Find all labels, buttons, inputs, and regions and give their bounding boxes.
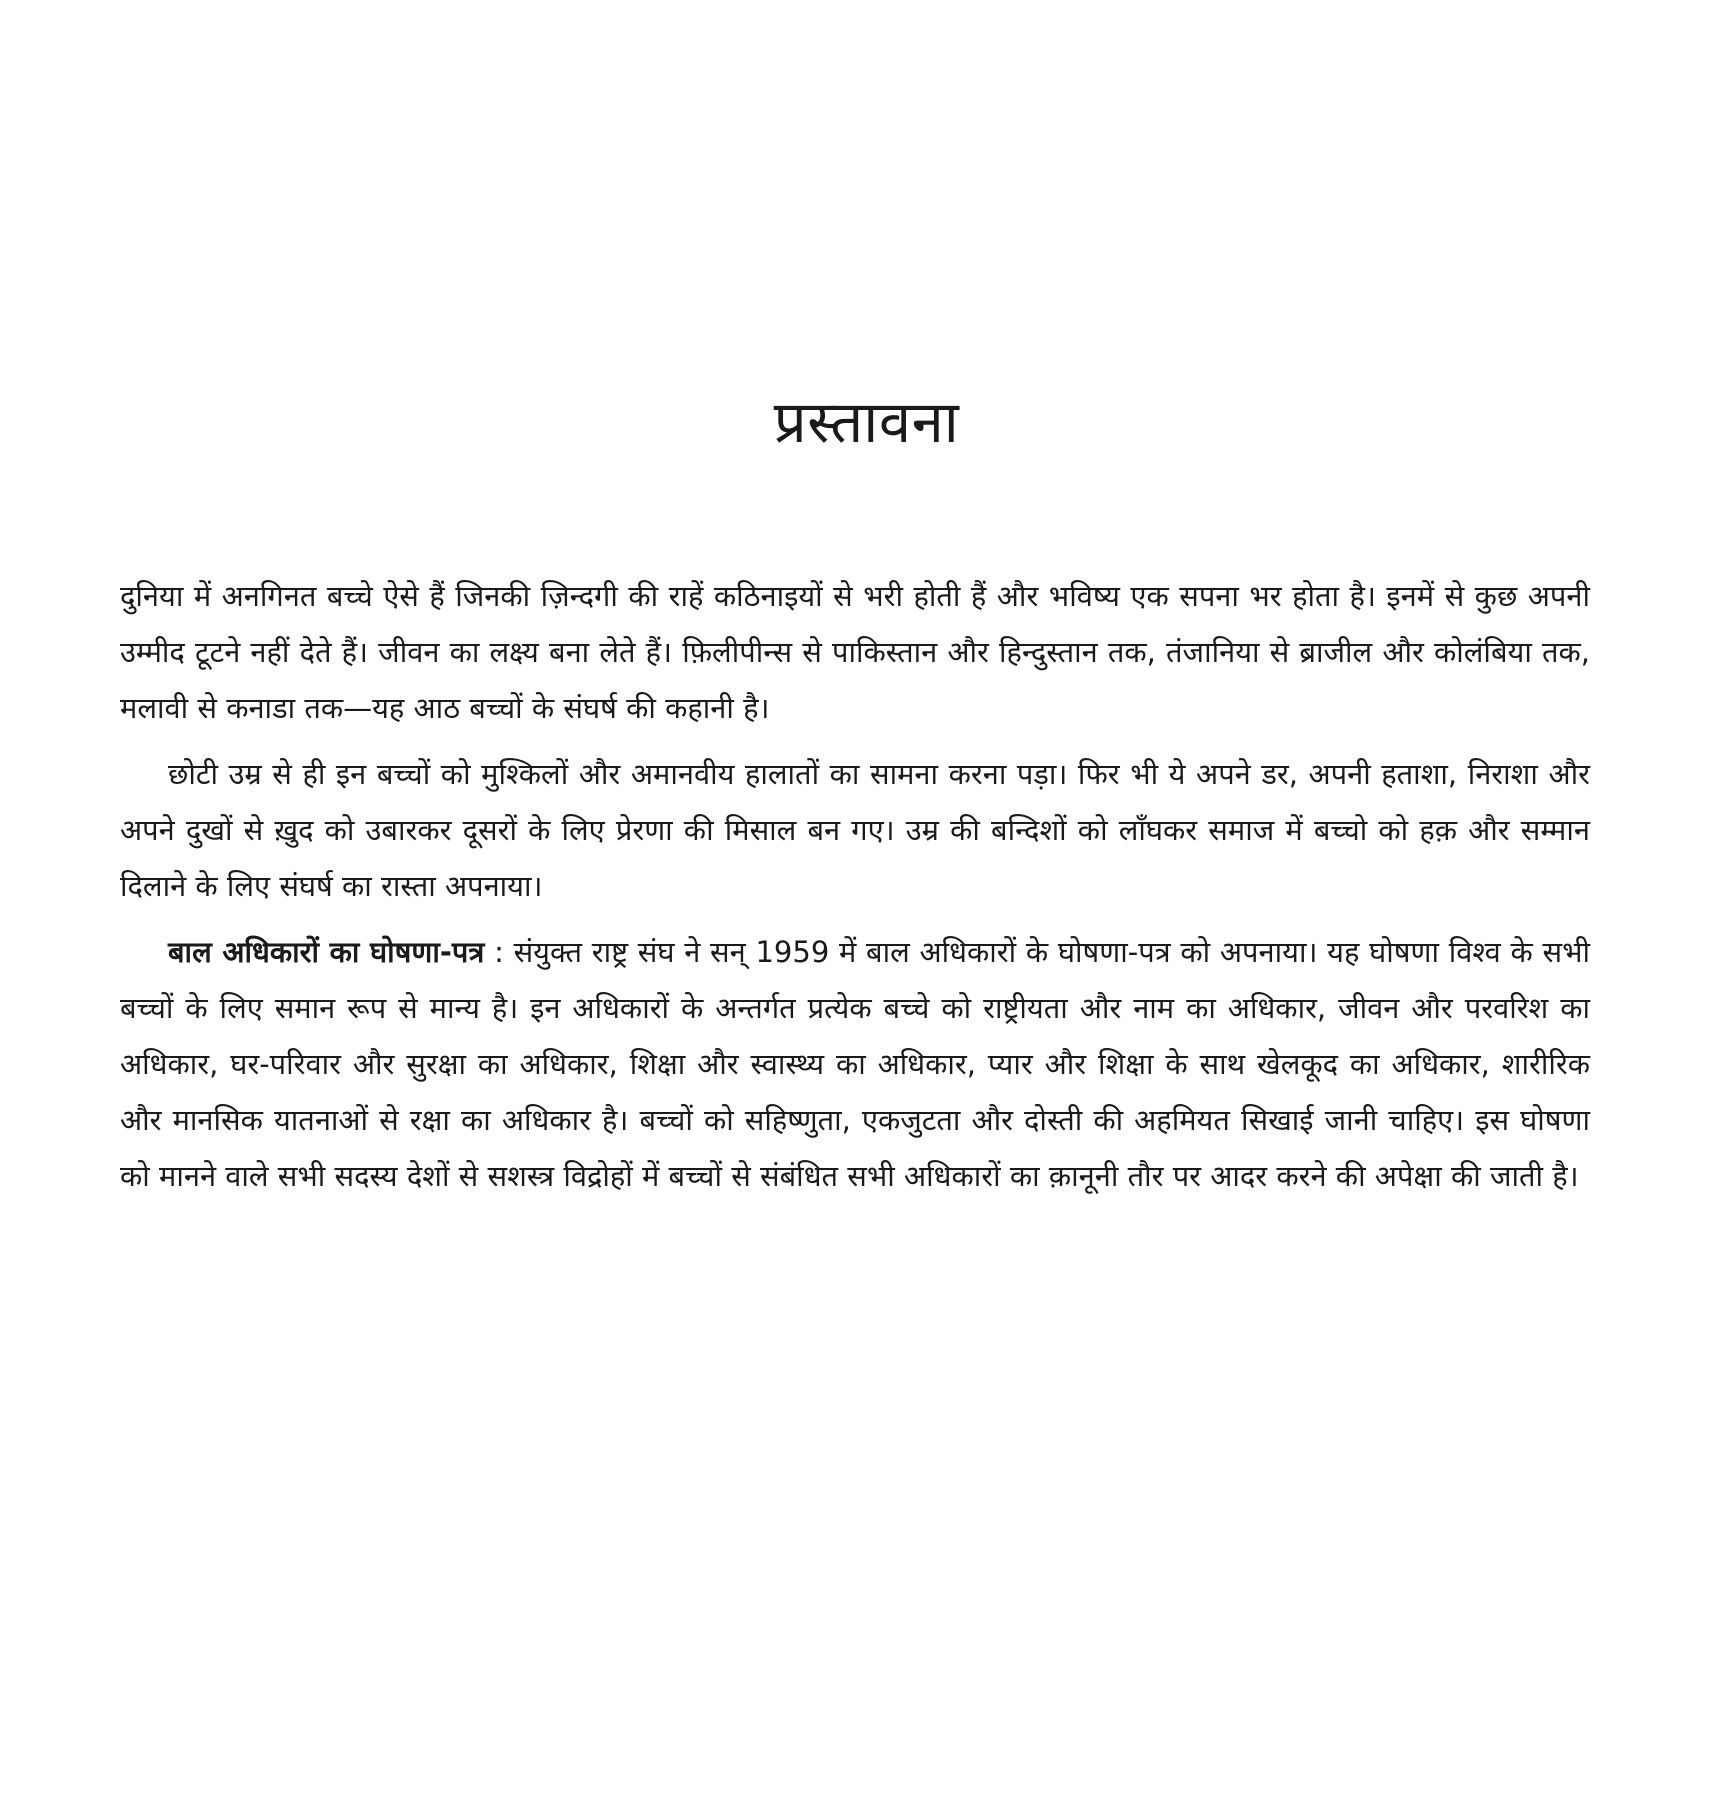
paragraph-declaration-separator: : [484, 935, 514, 969]
paragraph-intro-text: दुनिया में अनगिनत बच्चे ऐसे हैं जिनकी ज़िन्दगी की राहें कठिनाइयों से भरी होती हैं और भविष्य एक सपना भर होता है। इनमें से कुछ अपनी उम्मीद टूटने नहीं देते हैं। जीवन का लक्ष्य बना लेते हैं। फ़िलीपीन्स से पाकिस्तान और हिन्दुस्तान तक, तंजानिया से ब्राजील और कोलंबिया तक, मलावी से कनाडा तक—यह आठ बच्चों के संघर्ष की कहानी है। [120, 579, 1590, 725]
page-title: प्रस्तावना [773, 388, 960, 456]
paragraph-struggle-text: छोटी उम्र से ही इन बच्चों को मुश्किलों और अमानवीय हालातों का सामना करना पड़ा। फिर भी ये अपने डर, अपनी हताशा, निराशा और अपने दुखों से ख़ुद को उबारकर दूसरों के लिए प्रेरणा की मिसाल बन गए। उम्र की बन्दिशों को लाँघकर समाज में बच्चो को हक़ और सम्मान दिलाने के लिए संघर्ष का रास्ता अपनाया। [120, 757, 1590, 903]
paragraph-declaration-text: संयुक्त राष्ट्र संघ ने सन् 1959 में बाल अधिकारों के घोषणा-पत्र को अपनाया। यह घोषणा विश्व के सभी बच्चों के लिए समान रूप से मान्य है। इन अधिकारों के अन्तर्गत प्रत्येक बच्चे को राष्ट्रीयता और नाम का अधिकार, जीवन और परवरिश का अधिकार, घर-परिवार और सुरक्षा का अधिकार, शिक्षा और स्वास्थ्य का अधिकार, प्यार और शिक्षा के साथ खेलकूद का अधिकार, शारीरिक और मानसिक यातनाओं से रक्षा का अधिकार है। बच्चों को सहिष्णुता, एकजुटता और दोस्ती की अहमियत सिखाई जानी चाहिए। इस घोषणा को मानने वाले सभी सदस्य देशों से सशस्त्र विद्रोहों में बच्चों से संबंधित सभी अधिकारों का क़ानूनी तौर पर आदर करने की अपेक्षा की जाती है। [120, 935, 1590, 1193]
paragraph-struggle [120, 746, 1590, 914]
paragraph-declaration [120, 924, 1590, 1204]
paragraph-intro [120, 568, 1590, 736]
paragraph-declaration-heading: बाल अधिकारों का घोषणा-पत्र [168, 935, 485, 969]
document-body [120, 568, 1590, 1214]
